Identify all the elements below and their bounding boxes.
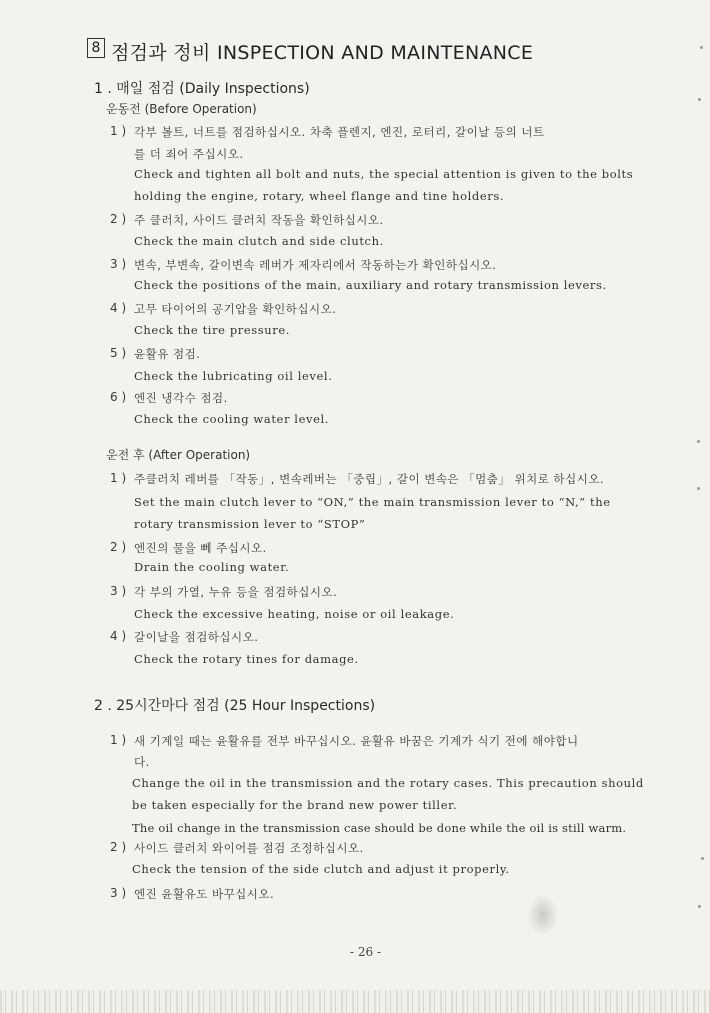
scan-speck <box>700 46 703 49</box>
scan-speck <box>697 440 700 443</box>
before-item-4-number: 4 ) <box>110 301 127 315</box>
scan-smudge <box>528 895 558 935</box>
hourly-item-1-english-cont: be taken especially for the brand new power tiller. <box>132 798 458 812</box>
hourly-item-3-korean: 엔진 윤활유도 바꾸십시오. <box>134 887 275 901</box>
before-item-1-number: 1 ) <box>110 124 127 138</box>
after-item-2-english: Drain the cooling water. <box>134 560 290 574</box>
after-item-2-number: 2 ) <box>110 540 127 554</box>
after-item-3-english: Check the excessive heating, noise or oil leakage. <box>134 607 455 621</box>
section-number: 8 <box>91 40 101 56</box>
after-operation-label: 운전 후 (After Operation) <box>106 448 251 462</box>
after-item-1-english-cont: rotary transmission lever to “STOP” <box>134 517 366 531</box>
before-item-5-korean: 윤활유 점검. <box>134 347 201 361</box>
before-item-1-english: Check and tighten all bolt and nuts, the special attention is given to the bolts <box>134 167 634 181</box>
scan-speck <box>701 857 704 860</box>
before-item-1-korean: 각부 볼트, 너트를 점검하십시오. 차축 플렌지, 엔진, 로터리, 갈이날 등의 너트 <box>134 125 545 139</box>
daily-inspections-heading: 1 . 매일 점검 (Daily Inspections) <box>94 81 310 97</box>
hourly-item-1-korean: 새 기계일 때는 윤활유를 전부 바꾸십시오. 윤활유 바꿈은 기계가 식기 전에 해야합니 <box>134 734 579 748</box>
before-item-2-english: Check the main clutch and side clutch. <box>134 234 384 248</box>
before-item-1-english-cont: holding the engine, rotary, wheel flange and tine holders. <box>134 189 505 203</box>
after-item-2-korean: 엔진의 물을 뻬 주십시오. <box>134 541 267 555</box>
hourly-item-2-english: Check the tension of the side clutch and adjust it properly. <box>132 862 510 876</box>
hourly-item-1-number: 1 ) <box>110 733 127 747</box>
before-item-3-korean: 변속, 부변속, 갈이변속 레버가 제자리에서 작동하는가 확인하십시오. <box>134 258 497 272</box>
before-item-3-english: Check the positions of the main, auxiliary and rotary transmission levers. <box>134 278 607 292</box>
after-item-4-english: Check the rotary tines for damage. <box>134 652 359 666</box>
after-item-3-number: 3 ) <box>110 584 127 598</box>
hourly-item-2-number: 2 ) <box>110 840 127 854</box>
hourly-item-1-english-note: The oil change in the transmission case should be done while the oil is still warm. <box>132 821 627 835</box>
scan-speck <box>697 487 700 490</box>
before-item-5-english: Check the lubricating oil level. <box>134 369 333 383</box>
before-item-4-korean: 고무 타이어의 공기압을 확인하십시오. <box>134 302 337 316</box>
after-item-3-korean: 각 부의 가열, 누유 등을 점검하십시오. <box>134 585 338 599</box>
after-item-1-korean: 주클러치 레버를 「작동」, 변속레버는 「중립」, 갈이 변속은 「멈춤」 위치로 하십시오. <box>134 472 605 486</box>
before-item-5-number: 5 ) <box>110 346 127 360</box>
scan-speck <box>698 98 701 101</box>
before-item-4-english: Check the tire pressure. <box>134 323 291 337</box>
scan-speck <box>698 905 701 908</box>
hourly-item-2-korean: 사이드 클러치 와이어를 점검 조정하십시오. <box>134 841 364 855</box>
hourly-item-1-english: Change the oil in the transmission and the rotary cases. This precaution should <box>132 776 644 790</box>
before-item-6-english: Check the cooling water level. <box>134 412 330 426</box>
after-item-1-english: Set the main clutch lever to “ON,” the main transmission lever to “N,” the <box>134 495 611 509</box>
after-item-4-number: 4 ) <box>110 629 127 643</box>
scan-edge-strip <box>0 990 710 1013</box>
before-item-3-number: 3 ) <box>110 257 127 271</box>
before-operation-label: 운동전 (Before Operation) <box>106 102 257 116</box>
before-item-6-number: 6 ) <box>110 390 127 404</box>
before-item-2-number: 2 ) <box>110 212 127 226</box>
hourly-item-3-number: 3 ) <box>110 886 127 900</box>
before-item-2-korean: 주 클러치, 사이드 클러치 작동을 확인하십시오. <box>134 213 384 227</box>
section-number-box <box>87 38 105 58</box>
page-title: 점검과 정비 INSPECTION AND MAINTENANCE <box>111 42 534 64</box>
before-item-6-korean: 엔진 냉각수 점검. <box>134 391 228 405</box>
after-item-4-korean: 갈이날을 점검하십시오. <box>134 630 259 644</box>
before-item-1-korean-cont: 를 더 죄어 주십시오. <box>134 147 244 161</box>
hourly-item-1-korean-cont: 다. <box>134 755 150 769</box>
page-number: - 26 - <box>350 945 382 959</box>
after-item-1-number: 1 ) <box>110 471 127 485</box>
hourly-inspections-heading: 2 . 25시간마다 점검 (25 Hour Inspections) <box>94 698 376 714</box>
